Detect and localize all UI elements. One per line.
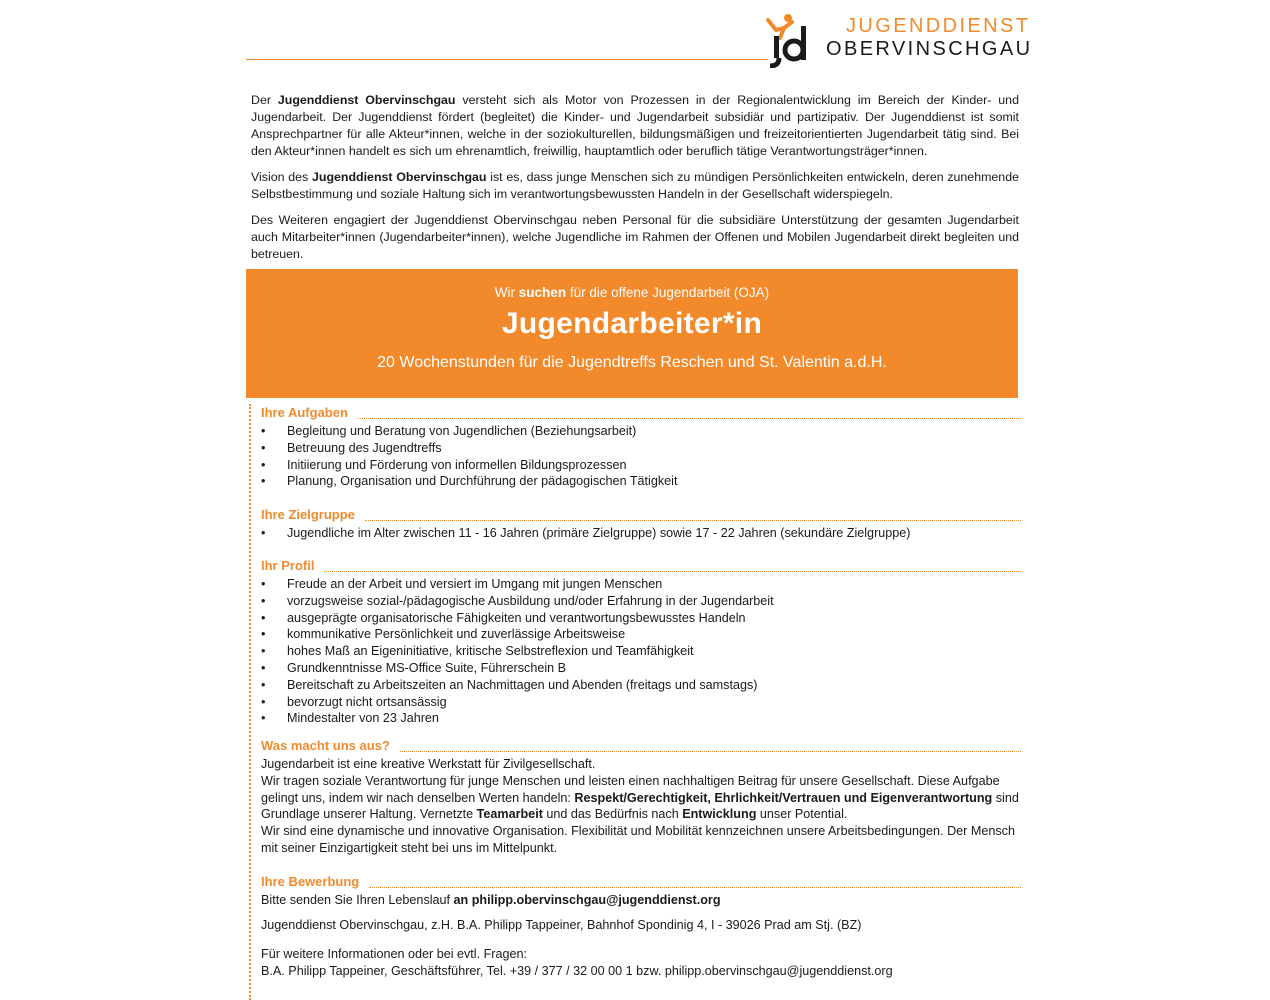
section-was-macht-uns-aus [261, 737, 1021, 857]
side-dotted-rule [249, 404, 251, 1000]
job-title: Jugendarbeiter*in [501, 307, 763, 340]
section-heading: Ihre Zielgruppe [261, 507, 355, 522]
intro-paragraph-3: Des Weiteren engagiert der Jugenddienst Obervinschgau neben Personal für die subsidiäre Unterstützung der gesamten Jugendarbeit auch Mitarbeiter*innen (Jugendarbeiter*innen), welche Jugendliche im Rahmen der Offenen und Mobilen Jugendarbeit direkt begleiten und betreuen. [251, 213, 1019, 261]
bewerbung-address: Jugenddienst Obervinschgau, z.H. B.A. Philipp Tappeiner, Bahnhof Spondinig 4, I - 39026 Prad am Stj. (BZ) [261, 918, 862, 932]
aufgaben-list [261, 423, 1021, 490]
heading-dotted-line [358, 418, 1021, 419]
list-item: • Initiierung und Förderung von informellen Bildungsprozessen [261, 457, 1021, 474]
was-paragraph-2: Wir tragen soziale Verantwortung für junge Menschen und leisten einen nachhaltigen Beitrag für unsere Gesellschaft. Diese Aufgabe gelingt uns, indem wir nach denselben Werten handeln: Respekt/Gerechtigkeit, Ehrlichkeit/Vertrauen und Eigenverantwortung sind Grundlage unserer Haltung. Vernetzte Teamarbeit und das Bedürfnis nach Entwicklung unser Potential. [261, 773, 1019, 822]
heading-dotted-line [400, 751, 1021, 752]
intro-paragraph-1: Der Jugenddienst Obervinschgau versteht sich als Motor von Prozessen in der Regionalentwicklung im Bereich der Kinder- und Jugendarbeit. Der Jugenddienst fördert (begleitet) die Kinder- und Jugendarbeit subsidiär und partizipativ. Der Jugenddienst ist somit Ansprechpartner für alle Akteur*innen, welche in der soziokulturellen, bildungsmäßigen und freizeitorientierten Jugendarbeit tätig sind. Bei den Akteur*innen handelt es sich um ehrenamtlich, freiwillig, hauptamtlich oder beruflich tätige Verantwortungsträger*innen. [251, 93, 1019, 158]
was-line-1: Jugendarbeit ist eine kreative Werkstatt für Zivilgesellschaft. [261, 757, 596, 771]
section-heading: Ihre Aufgaben [261, 405, 348, 420]
section-profil [261, 557, 1021, 727]
logo [762, 10, 1032, 66]
list-item: • Freude an der Arbeit und versiert im Umgang mit jungen Menschen [261, 576, 1021, 593]
list-item: • Bereitschaft zu Arbeitszeiten an Nachmittagen und Abenden (freitags und samstags) [261, 677, 1021, 694]
section-heading: Ihr Profil [261, 558, 315, 573]
profil-list [261, 576, 1021, 727]
list-item: • kommunikative Persönlichkeit und zuverlässige Arbeitsweise [261, 626, 1021, 643]
bewerbung-send-line: Bitte senden Sie Ihren Lebenslauf an philipp.obervinschgau@jugenddienst.org [261, 893, 721, 907]
bewerbung-info-1: Für weitere Informationen oder bei evtl. Fragen: [261, 947, 527, 961]
list-item: • Jugendliche im Alter zwischen 11 - 16 Jahren (primäre Zielgruppe) sowie 17 - 22 Jahren (sekundäre Zielgruppe) [261, 525, 1021, 542]
list-item: • bevorzugt nicht ortsansässig [261, 694, 1021, 711]
list-item: • Planung, Organisation und Durchführung der pädagogischen Tätigkeit [261, 473, 1021, 490]
application-email-link[interactable]: an philipp.obervinschgau@jugenddienst.org [453, 893, 721, 907]
list-item: • Mindestalter von 23 Jahren [261, 710, 1021, 727]
list-item: • Begleitung und Beratung von Jugendlichen (Beziehungsarbeit) [261, 423, 1021, 440]
brand-line-1: JUGENDDIENST [846, 15, 1031, 37]
was-paragraph-3: Wir sind eine dynamische und innovative Organisation. Flexibilität und Mobilität kennzeichnen unsere Arbeitsbedingungen. Der Mensch mit seiner Einzigartigkeit steht bei uns im Mittelpunkt. [261, 824, 1015, 855]
was-text [261, 756, 1021, 857]
job-banner [246, 269, 1018, 398]
banner-kicker: Wir suchen für die offene Jugendarbeit (OJA) [494, 285, 770, 300]
bewerbung-info-2: B.A. Philipp Tappeiner, Geschäftsführer, Tel. +39 / 377 / 32 00 00 1 bzw. philipp.obervinschgau@jugenddienst.org [261, 964, 893, 978]
list-item: • Grundkenntnisse MS-Office Suite, Führerschein B [261, 660, 1021, 677]
jd-logo-mark-icon [762, 12, 820, 68]
zielgruppe-list [261, 525, 1021, 542]
intro-text [251, 92, 1019, 272]
job-hours: 20 Wochenstunden für die Jugendtreffs Reschen und St. Valentin a.d.H. [377, 354, 887, 371]
section-zielgruppe [261, 506, 1021, 542]
heading-dotted-line [369, 887, 1021, 888]
list-item: • hohes Maß an Eigeninitiative, kritische Selbstreflexion und Teamfähigkeit [261, 643, 1021, 660]
section-aufgaben [261, 404, 1021, 490]
section-heading: Ihre Bewerbung [261, 874, 360, 889]
header-rule [246, 59, 768, 60]
section-heading: Was macht uns aus? [261, 738, 390, 753]
intro-paragraph-2: Vision des Jugenddienst Obervinschgau ist es, dass junge Menschen sich zu mündigen Persönlichkeiten entwickeln, deren zunehmende Selbstbestimmung und soziale Haltung sich im verantwortungsbewussten Handeln in der Gesellschaft widerspiegeln. [251, 170, 1019, 201]
section-bewerbung [261, 873, 1021, 980]
list-item: • vorzugsweise sozial-/pädagogische Ausbildung und/oder Erfahrung in der Jugendarbeit [261, 593, 1021, 610]
heading-dotted-line [324, 571, 1021, 572]
heading-dotted-line [365, 520, 1021, 521]
list-item: • Betreuung des Jugendtreffs [261, 440, 1021, 457]
bewerbung-text [261, 892, 1021, 980]
brand-line-2: OBERVINSCHGAU [826, 38, 1033, 60]
list-item: • ausgeprägte organisatorische Fähigkeiten und verantwortungsbewusstes Handeln [261, 610, 1021, 627]
